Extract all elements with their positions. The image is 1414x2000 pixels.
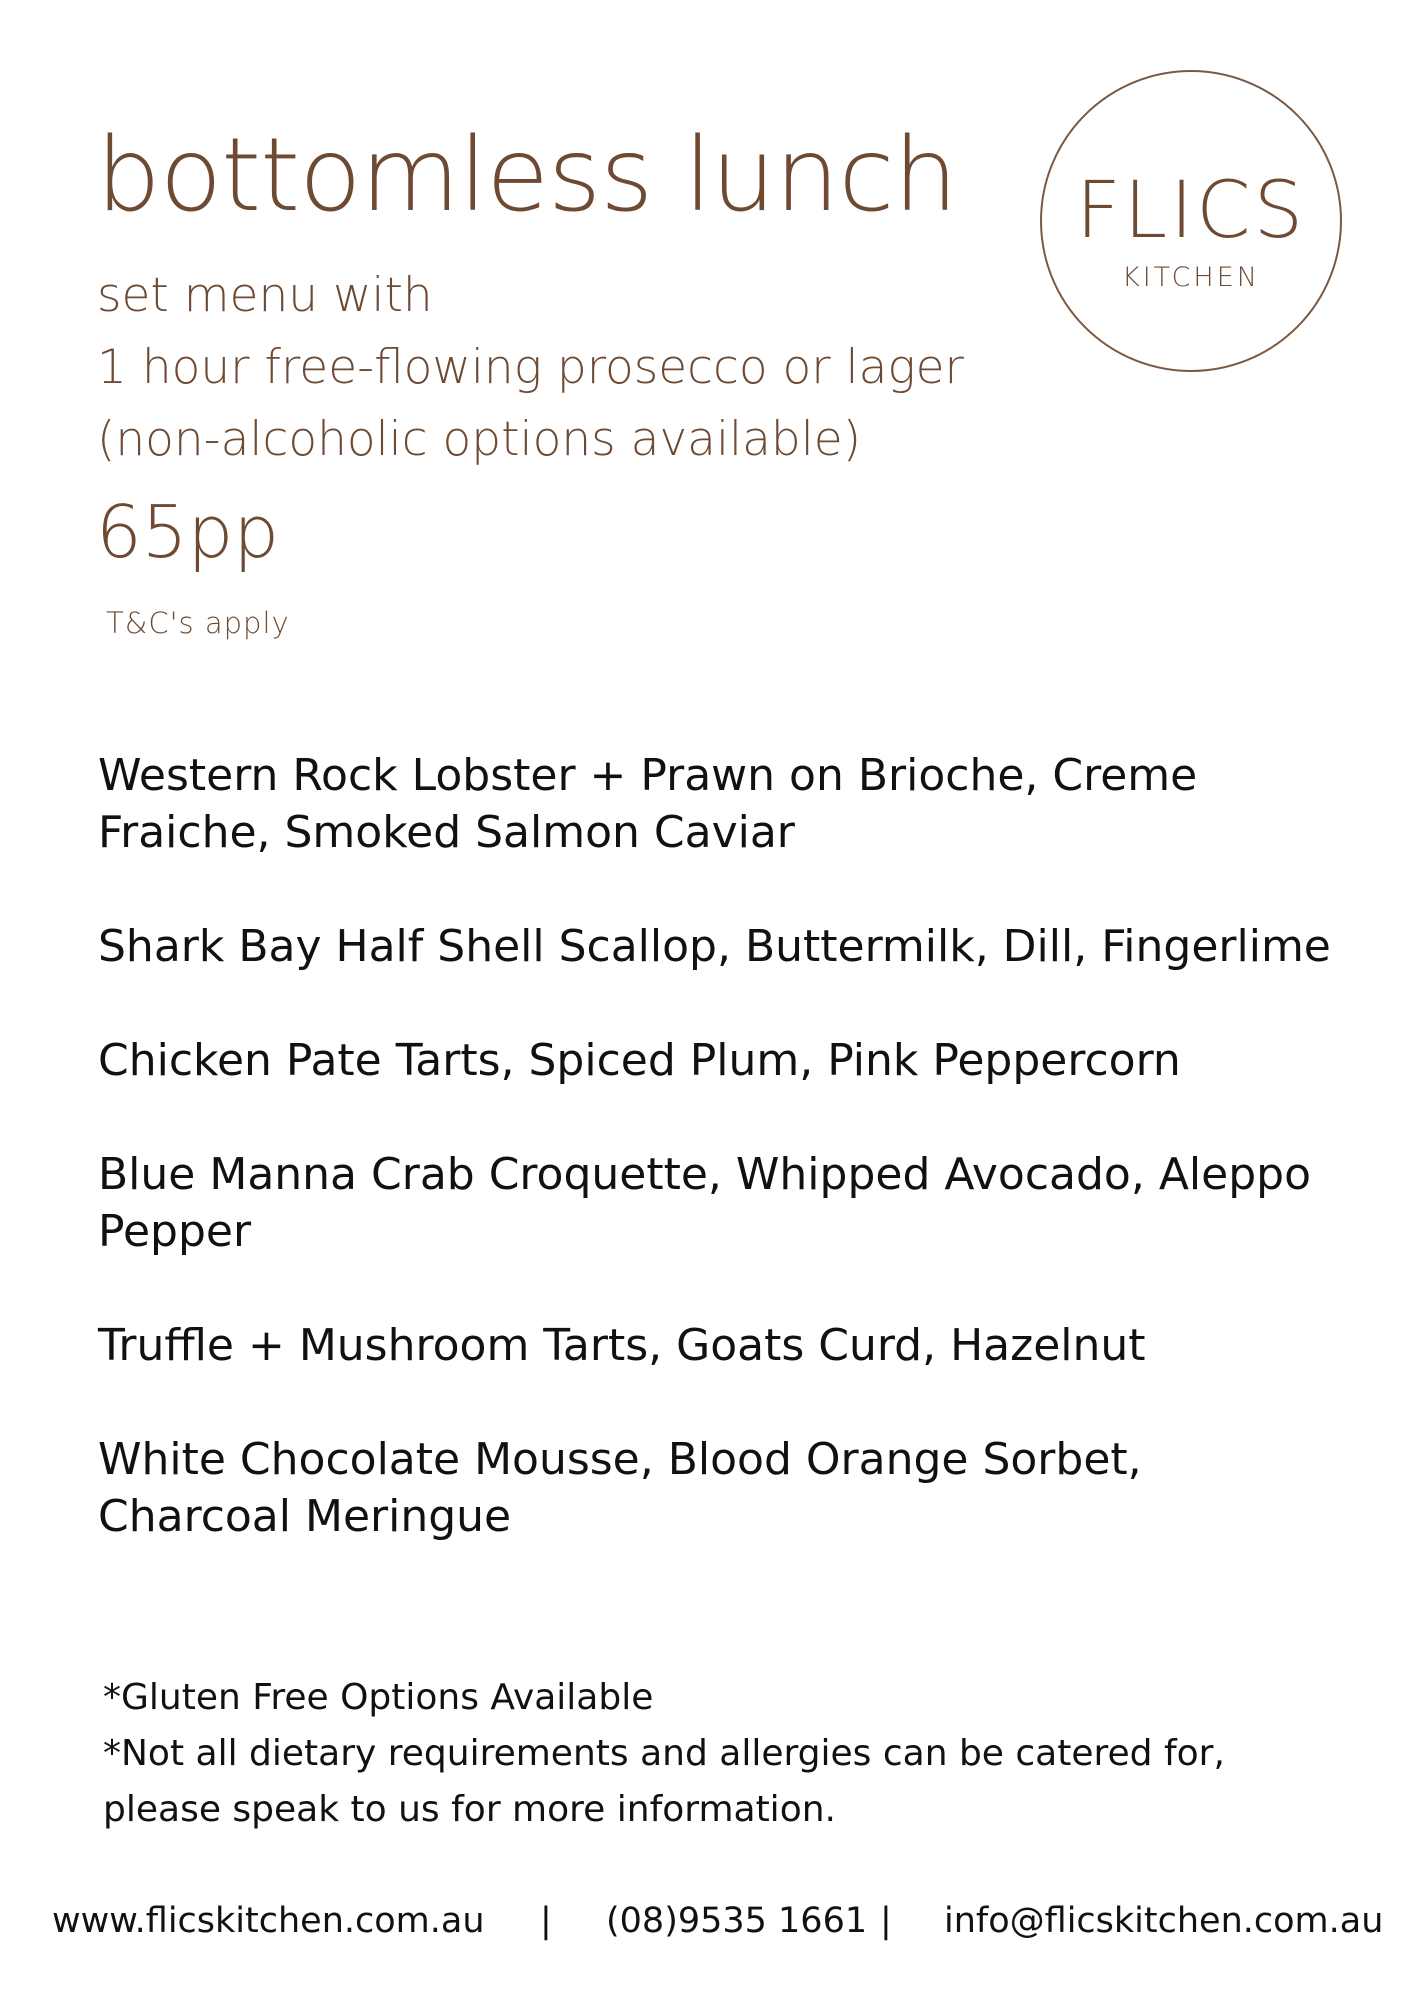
terms-note: T&C's apply [106,606,290,640]
email-link[interactable]: info@flicskitchen.com.au [944,1901,1384,1941]
menu-list [98,747,1348,1602]
contact-footer [52,1896,1384,1946]
menu-item: Shark Bay Half Shell Scallop, Buttermilk, Dill, Fingerlime [98,921,1331,972]
phone-number[interactable]: (08)9535 1661 [606,1901,868,1941]
menu-item: Western Rock Lobster + Prawn on Brioche, Creme Fraiche, Smoked Salmon Caviar [98,750,1198,858]
menu-title: bottomless lunch [96,116,958,235]
flics-kitchen-logo [1040,70,1342,372]
note-line: *Gluten Free Options Available [103,1677,654,1718]
menu-item: Truffle + Mushroom Tarts, Goats Curd, Hazelnut [98,1320,1146,1371]
subtitle-line: 1 hour free-flowing prosecco or lager [97,340,964,395]
note-line: please speak to us for more information. [103,1789,836,1830]
website-link[interactable]: www.flicskitchen.com.au [52,1901,485,1941]
footer-separator: | [880,1901,892,1941]
menu-subtitle [97,260,964,476]
subtitle-line: (non-alcoholic options available) [97,412,862,467]
logo-subtitle: KITCHEN [1122,262,1260,293]
note-line: *Not all dietary requirements and allergies can be catered for, [103,1733,1225,1774]
menu-item: Chicken Pate Tarts, Spiced Plum, Pink Peppercorn [98,1035,1181,1086]
price: 65pp [96,490,280,574]
menu-item: White Chocolate Mousse, Blood Orange Sorbet, Charcoal Meringue [98,1434,1142,1542]
dietary-notes [103,1670,1353,1838]
menu-item: Blue Manna Crab Croquette, Whipped Avocado, Aleppo Pepper [98,1149,1311,1257]
footer-separator: | [540,1901,552,1941]
logo-name: FLICS [1075,166,1307,256]
subtitle-line: set menu with [97,268,433,323]
